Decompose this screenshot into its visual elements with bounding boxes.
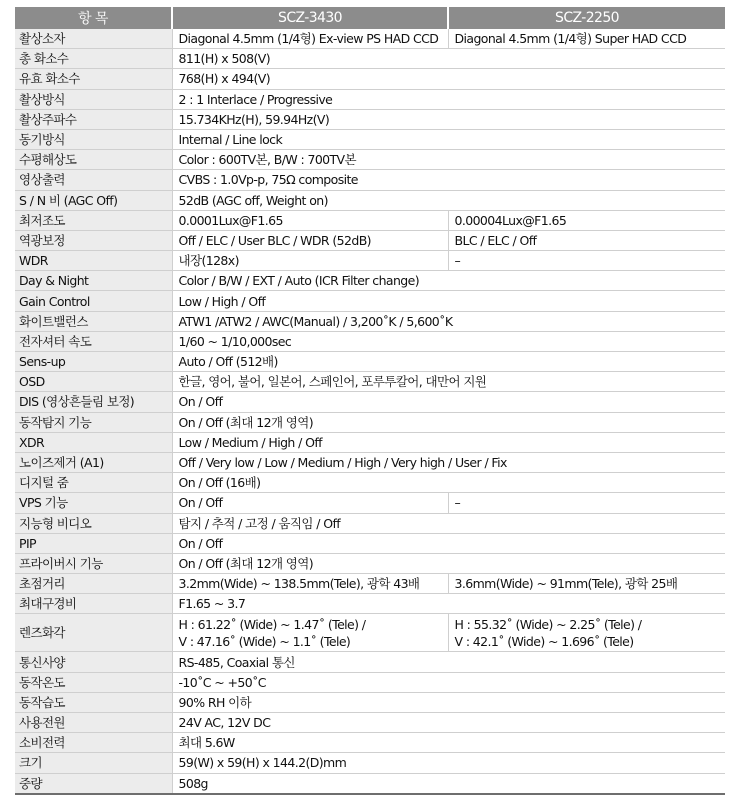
table-row [15, 432, 725, 452]
row-label: 사용전원 [15, 713, 172, 733]
table-row [15, 753, 725, 773]
table-row [15, 49, 725, 69]
table-row [15, 352, 725, 372]
row-label: 유효 화소수 [15, 69, 172, 89]
table-row [15, 29, 725, 49]
table-row [15, 553, 725, 573]
value-shared: Internal / Line lock [172, 129, 725, 149]
table-row [15, 190, 725, 210]
value-shared: On / Off (최대 12개 영역) [172, 553, 725, 573]
table-row [15, 69, 725, 89]
table-row [15, 513, 725, 533]
table-row [15, 452, 725, 472]
row-label: 중량 [15, 773, 172, 794]
row-label: 최저조도 [15, 210, 172, 230]
row-label: Day & Night [15, 271, 172, 291]
table-row [15, 493, 725, 513]
value-scz3430: Diagonal 4.5mm (1/4형) Ex-view PS HAD CCD [172, 29, 448, 49]
value-scz2250: Diagonal 4.5mm (1/4형) Super HAD CCD [448, 29, 725, 49]
value-shared: ATW1 /ATW2 / AWC(Manual) / 3,200˚K / 5,600˚K [172, 311, 725, 331]
value-scz3430: Off / ELC / User BLC / WDR (52dB) [172, 230, 448, 250]
value-shared: -10˚C ~ +50˚C [172, 672, 725, 692]
value-scz2250: – [448, 493, 725, 513]
table-row [15, 412, 725, 432]
row-label: 촬상소자 [15, 29, 172, 49]
row-label: 소비전력 [15, 733, 172, 753]
table-row [15, 672, 725, 692]
value-shared: 24V AC, 12V DC [172, 713, 725, 733]
table-row [15, 533, 725, 553]
table-row [15, 614, 725, 652]
row-label: 총 화소수 [15, 49, 172, 69]
row-label: 지능형 비디오 [15, 513, 172, 533]
value-shared: 768(H) x 494(V) [172, 69, 725, 89]
header-item: 항 목 [15, 7, 172, 29]
row-label: 크기 [15, 753, 172, 773]
value-shared: F1.65 ~ 3.7 [172, 594, 725, 614]
table-row [15, 372, 725, 392]
value-shared: Color : 600TV본, B/W : 700TV본 [172, 150, 725, 170]
value-shared: 2 : 1 Interlace / Progressive [172, 89, 725, 109]
table-row [15, 271, 725, 291]
table-row [15, 89, 725, 109]
row-label: PIP [15, 533, 172, 553]
row-label: 디지털 줌 [15, 473, 172, 493]
value-scz2250: 3.6mm(Wide) ~ 91mm(Tele), 광학 25배 [448, 574, 725, 594]
value-shared: 59(W) x 59(H) x 144.2(D)mm [172, 753, 725, 773]
header-model-1: SCZ-3430 [172, 7, 448, 29]
row-label: 동기방식 [15, 129, 172, 149]
table-row [15, 594, 725, 614]
value-shared: RS-485, Coaxial 통신 [172, 652, 725, 672]
row-label: OSD [15, 372, 172, 392]
row-label: 프라이버시 기능 [15, 553, 172, 573]
row-label: 역광보정 [15, 230, 172, 250]
value-shared: On / Off [172, 392, 725, 412]
value-shared: Off / Very low / Low / Medium / High / Very high / User / Fix [172, 452, 725, 472]
value-shared: Low / Medium / High / Off [172, 432, 725, 452]
table-row [15, 150, 725, 170]
value-scz3430: 내장(128x) [172, 251, 448, 271]
value-shared: 90% RH 이하 [172, 692, 725, 712]
row-label: 최대구경비 [15, 594, 172, 614]
table-row [15, 109, 725, 129]
table-row [15, 652, 725, 672]
value-shared: 1/60 ~ 1/10,000sec [172, 331, 725, 351]
table-row [15, 170, 725, 190]
row-label: WDR [15, 251, 172, 271]
value-shared: CVBS : 1.0Vp-p, 75Ω composite [172, 170, 725, 190]
value-shared: Low / High / Off [172, 291, 725, 311]
value-shared: On / Off (16배) [172, 473, 725, 493]
row-label: S / N 비 (AGC Off) [15, 190, 172, 210]
value-shared: Auto / Off (512배) [172, 352, 725, 372]
table-row [15, 251, 725, 271]
value-scz3430: 3.2mm(Wide) ~ 138.5mm(Tele), 광학 43배 [172, 574, 448, 594]
value-shared: 탐지 / 추적 / 고정 / 움직임 / Off [172, 513, 725, 533]
value-shared: 15.734KHz(H), 59.94Hz(V) [172, 109, 725, 129]
table-row [15, 692, 725, 712]
value-shared: Color / B/W / EXT / Auto (ICR Filter change) [172, 271, 725, 291]
row-label: 촬상주파수 [15, 109, 172, 129]
value-scz2250 [448, 614, 725, 652]
value-scz3430 [172, 614, 448, 652]
row-label: 화이트밸런스 [15, 311, 172, 331]
value-shared: On / Off (최대 12개 영역) [172, 412, 725, 432]
table-row [15, 210, 725, 230]
value-line: V : 42.1˚ (Wide) ~ 1.696˚ (Tele) [454, 633, 634, 649]
value-line: V : 47.16˚ (Wide) ~ 1.1˚ (Tele) [178, 633, 351, 649]
row-label: XDR [15, 432, 172, 452]
table-row [15, 291, 725, 311]
header-model-2: SCZ-2250 [448, 7, 725, 29]
table-row [15, 230, 725, 250]
table-row [15, 473, 725, 493]
row-label: 동작습도 [15, 692, 172, 712]
value-shared: 52dB (AGC off, Weight on) [172, 190, 725, 210]
value-line: H : 61.22˚ (Wide) ~ 1.47˚ (Tele) / [178, 616, 366, 632]
row-label: 전자셔터 속도 [15, 331, 172, 351]
row-label: Gain Control [15, 291, 172, 311]
row-label: Sens-up [15, 352, 172, 372]
row-label: 노이즈제거 (A1) [15, 452, 172, 472]
value-scz3430: On / Off [172, 493, 448, 513]
row-label: 수평해상도 [15, 150, 172, 170]
row-label: 동작온도 [15, 672, 172, 692]
row-label: 동작탐지 기능 [15, 412, 172, 432]
table-row [15, 331, 725, 351]
table-row [15, 311, 725, 331]
value-scz3430: 0.0001Lux@F1.65 [172, 210, 448, 230]
row-label: 촬상방식 [15, 89, 172, 109]
value-line: H : 55.32˚ (Wide) ~ 2.25˚ (Tele) / [454, 616, 642, 632]
value-shared: 508g [172, 773, 725, 794]
value-shared: 811(H) x 508(V) [172, 49, 725, 69]
row-label: 초점거리 [15, 574, 172, 594]
value-shared: 한글, 영어, 불어, 일본어, 스페인어, 포루투칼어, 대만어 지원 [172, 372, 725, 392]
table-row [15, 733, 725, 753]
row-label: VPS 기능 [15, 493, 172, 513]
table-row [15, 392, 725, 412]
row-label: DIS (영상흔들림 보정) [15, 392, 172, 412]
row-label: 렌즈화각 [15, 614, 172, 652]
table-row [15, 713, 725, 733]
value-shared: On / Off [172, 533, 725, 553]
value-shared: 최대 5.6W [172, 733, 725, 753]
row-label: 통신사양 [15, 652, 172, 672]
value-scz2250: BLC / ELC / Off [448, 230, 725, 250]
value-scz2250: – [448, 251, 725, 271]
header-row [15, 7, 725, 29]
spec-table [15, 7, 725, 795]
table-row [15, 129, 725, 149]
value-scz2250: 0.00004Lux@F1.65 [448, 210, 725, 230]
table-row [15, 773, 725, 794]
table-row [15, 574, 725, 594]
row-label: 영상출력 [15, 170, 172, 190]
